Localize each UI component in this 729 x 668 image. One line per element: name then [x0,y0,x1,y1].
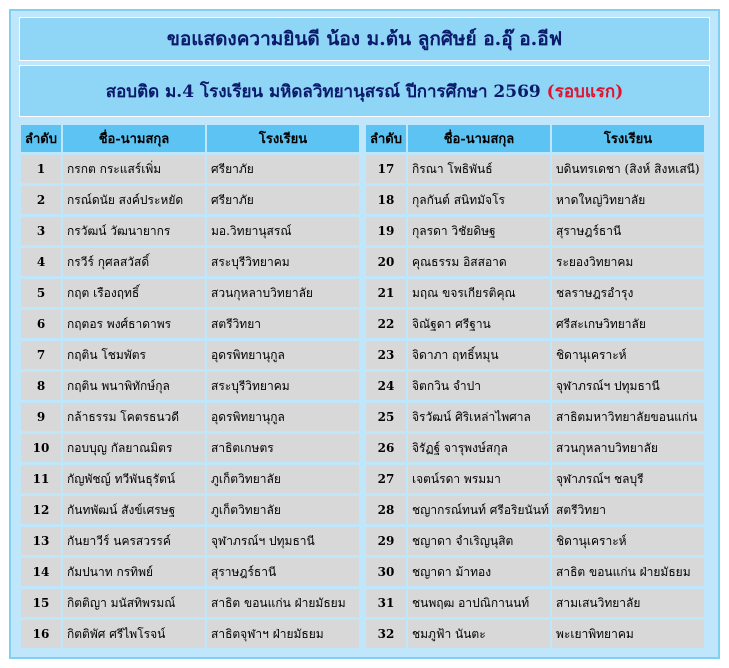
school-name: สามเสนวิทยาลัย [552,589,704,617]
table-row [366,186,704,214]
row-number: 28 [366,496,408,524]
table-row [21,527,359,555]
table-row [21,558,359,586]
school-name: สระบุรีวิทยาคม [207,248,359,276]
student-name: กฤติน พนาพิทักษ์กุล [63,372,207,400]
student-name: กัมปนาท กรทิพย์ [63,558,207,586]
table-row [21,403,359,431]
row-number: 25 [366,403,408,431]
student-name: กิตติพัศ ศรีไพโรจน์ [63,620,207,648]
row-number: 19 [366,217,408,245]
table-row [366,527,704,555]
student-name: คุณธรรม อิสสอาด [408,248,552,276]
row-number: 2 [21,186,63,214]
row-number: 32 [366,620,408,648]
row-number: 20 [366,248,408,276]
row-number: 5 [21,279,63,307]
student-name: ชมภูฟ้า นันตะ [408,620,552,648]
row-number: 11 [21,465,63,493]
row-number: 17 [366,155,408,183]
school-name: สาธิตจุฬาฯ ฝ่ายมัธยม [207,620,359,648]
row-number: 4 [21,248,63,276]
student-name: มฤณ ขจรเกียรติคุณ [408,279,552,307]
row-number: 21 [366,279,408,307]
student-name: กุลรดา วิชัยดิษฐ [408,217,552,245]
column-header-no: ลำดับ [366,125,408,152]
column-header-name: ชื่อ-นามสกุล [63,125,207,152]
table-row [366,558,704,586]
row-number: 3 [21,217,63,245]
table-row [21,248,359,276]
student-name: กรกต กระแสร์เพิ่ม [63,155,207,183]
table-row [21,310,359,338]
student-name: จิตกวิน จำปา [408,372,552,400]
student-name: กฤตอร พงศ์ธาดาพร [63,310,207,338]
school-name: ศรีสะเกษวิทยาลัย [552,310,704,338]
table-row [366,434,704,462]
table-row [21,434,359,462]
row-number: 12 [21,496,63,524]
subtitle-banner [19,65,710,117]
table-header-row [366,125,704,152]
student-name: กิตติญา มนัสทิพรมณ์ [63,589,207,617]
school-name: สวนกุหลาบวิทยาลัย [207,279,359,307]
row-number: 1 [21,155,63,183]
table-row [21,341,359,369]
results-table-right [366,122,704,651]
table-row [366,217,704,245]
table-row [366,372,704,400]
table-row [366,589,704,617]
student-name: กล้าธรรม โคตรธนวดี [63,403,207,431]
table-row [366,310,704,338]
table-row [366,279,704,307]
row-number: 7 [21,341,63,369]
row-number: 23 [366,341,408,369]
school-name: ภูเก็ตวิทยาลัย [207,465,359,493]
student-name: จิรวัฒน์ ศิริเหล่าไพศาล [408,403,552,431]
student-name: ชนพฤฒ อาปณิกานนท์ [408,589,552,617]
school-name: ศรียาภัย [207,155,359,183]
row-number: 6 [21,310,63,338]
column-header-name: ชื่อ-นามสกุล [408,125,552,152]
student-name: กันทพัฒน์ สังข์เศรษฐ [63,496,207,524]
school-name: สตรีวิทยา [207,310,359,338]
table-row [366,403,704,431]
table-row [366,465,704,493]
table-row [21,217,359,245]
row-number: 16 [21,620,63,648]
page-title: ขอแสดงความยินดี น้อง ม.ต้น ลูกศิษย์ อ.อุ๊ อ.อีฟ [166,28,563,50]
row-number: 15 [21,589,63,617]
student-name: กฤติน โชมพัตร [63,341,207,369]
student-name: กรวัฒน์ วัฒนายากร [63,217,207,245]
school-name: มอ.วิทยานุสรณ์ [207,217,359,245]
table-row [366,248,704,276]
school-name: สุราษฎร์ธานี [552,217,704,245]
table-row [21,620,359,648]
column-header-school: โรงเรียน [207,125,359,152]
student-name: กรวีร์ กุศลสวัสดิ์ [63,248,207,276]
student-name: จิดาภา ฤทธิ์หมุน [408,341,552,369]
student-name: กิรณา โพธิพันธ์ [408,155,552,183]
school-name: หาดใหญ่วิทยาลัย [552,186,704,214]
table-row [21,465,359,493]
student-name: จิรัฏฐ์ จารุพงษ์สกุล [408,434,552,462]
student-name: เจตน์รดา พรมมา [408,465,552,493]
column-header-no: ลำดับ [21,125,63,152]
student-name: กุลกันต์ สนิทมัจโร [408,186,552,214]
student-name: จิณัฐดา ศรีฐาน [408,310,552,338]
row-number: 8 [21,372,63,400]
student-name: ชญาดา จำเริญนุสิต [408,527,552,555]
column-header-school: โรงเรียน [552,125,704,152]
row-number: 27 [366,465,408,493]
row-number: 30 [366,558,408,586]
student-name: ชญากรณ์ทนท์ ศรีอริยนันท์ [408,496,552,524]
student-name: กรณ์ดนัย สงค์ประหยัด [63,186,207,214]
student-name: กันยาวีร์ นครสวรรค์ [63,527,207,555]
student-name: กัญพัชญ์ ทวีพันธุรัตน์ [63,465,207,493]
school-name: สาธิตมหาวิทยาลัยขอนแก่น [552,403,704,431]
table-row [366,155,704,183]
table-header-row [21,125,359,152]
student-name: กฤต เรืองฤทธิ์ [63,279,207,307]
school-name: สาธิต ขอนแก่น ฝ่ายมัธยม [552,558,704,586]
table-row [366,341,704,369]
table-row [21,372,359,400]
school-name: ศรียาภัย [207,186,359,214]
row-number: 18 [366,186,408,214]
student-name: กอบบุญ กัลยาณมิตร [63,434,207,462]
school-name: จุฬาภรณ์ฯ ปทุมธานี [552,372,704,400]
table-row [21,155,359,183]
school-name: ชิดานุเคราะห์ [552,341,704,369]
row-number: 29 [366,527,408,555]
school-name: สาธิตเกษตร [207,434,359,462]
row-number: 14 [21,558,63,586]
school-name: สุราษฎร์ธานี [207,558,359,586]
school-name: สวนกุหลาบวิทยาลัย [552,434,704,462]
table-row [21,279,359,307]
table-row [21,186,359,214]
results-table-left [21,122,359,651]
school-name: ภูเก็ตวิทยาลัย [207,496,359,524]
school-name: สาธิต ขอนแก่น ฝ่ายมัธยม [207,589,359,617]
school-name: จุฬาภรณ์ฯ ชลบุรี [552,465,704,493]
row-number: 31 [366,589,408,617]
row-number: 24 [366,372,408,400]
school-name: พะเยาพิทยาคม [552,620,704,648]
announcement-frame [9,9,720,659]
school-name: ระยองวิทยาคม [552,248,704,276]
row-number: 22 [366,310,408,338]
title-banner [19,17,710,61]
school-name: สตรีวิทยา [552,496,704,524]
school-name: สระบุรีวิทยาคม [207,372,359,400]
school-name: ชิดานุเคราะห์ [552,527,704,555]
table-row [21,496,359,524]
page-subtitle: สอบติด ม.4 โรงเรียน มหิดลวิทยานุสรณ์ ปีการศึกษา 2569 [105,81,541,102]
row-number: 26 [366,434,408,462]
school-name: อุดรพิทยานุกูล [207,403,359,431]
school-name: จุฬาภรณ์ฯ ปทุมธานี [207,527,359,555]
school-name: บดินทรเดชา (สิงห์ สิงหเสนี) [552,155,704,183]
school-name: อุดรพิทยานุกูล [207,341,359,369]
student-name: ชญาดา ม้าทอง [408,558,552,586]
row-number: 10 [21,434,63,462]
school-name: ชลราษฎรอำรุง [552,279,704,307]
table-row [366,496,704,524]
row-number: 13 [21,527,63,555]
table-row [21,589,359,617]
round-label: (รอบแรก) [546,81,624,102]
table-row [366,620,704,648]
row-number: 9 [21,403,63,431]
